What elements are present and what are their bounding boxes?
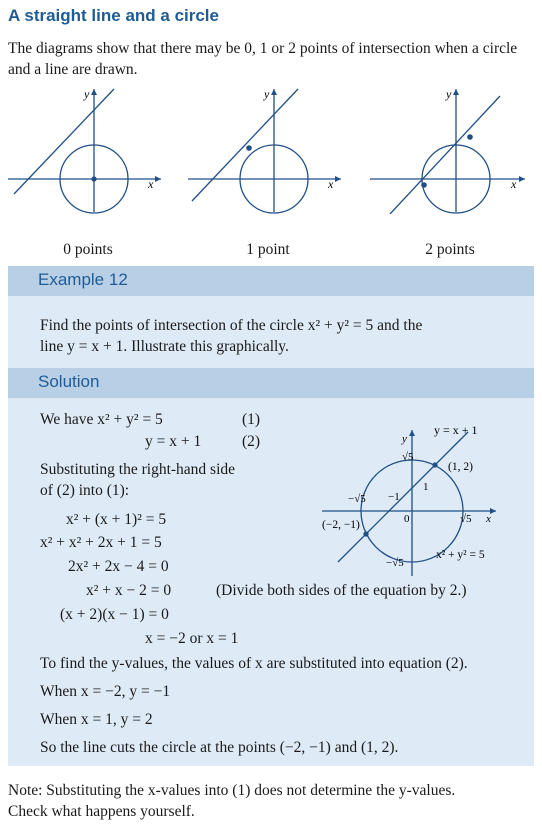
label-root5-y: √5: [402, 451, 414, 463]
when-x-neg2: When x = −2, y = −1: [40, 683, 171, 700]
diagram-one-point: [186, 84, 346, 214]
line-label: y = x + 1: [434, 423, 478, 437]
line: [14, 89, 114, 194]
example-question-line2: line y = x + 1. Illustrate this graphically.: [40, 338, 289, 355]
x-axis-arrow: [490, 508, 496, 514]
note-line1: Note: Substituting the x-values into (1) does not determine the y-values.: [8, 782, 456, 799]
y-axis-arrow: [271, 89, 277, 95]
secant-line: [390, 96, 500, 214]
divide-note: (Divide both sides of the equation by 2.): [216, 582, 467, 599]
equation-2-tag: (2): [242, 433, 261, 450]
example-question-line1: Find the points of intersection of the circle x² + y² = 5 and the: [40, 317, 423, 334]
solution-graph: [318, 418, 518, 578]
substitution-line1: Substituting the right-hand side: [40, 461, 236, 478]
when-x-1: When x = 1, y = 2: [40, 711, 153, 728]
equation-1: We have x² + y² = 5: [40, 411, 163, 428]
example-heading-bar: [8, 266, 534, 296]
x-axis-label: x: [511, 177, 517, 191]
equation-2: y = x + 1: [145, 433, 202, 450]
y-axis-arrow: [409, 430, 415, 436]
note: [8, 780, 536, 822]
point-1-2: [432, 462, 437, 467]
label-point-1-2: (1, 2): [448, 461, 473, 473]
label-root5-x: √5: [460, 513, 472, 525]
tangent-line: [192, 89, 298, 201]
section-title: A straight line and a circle: [8, 6, 219, 25]
step-5: (x + 2)(x − 1) = 0: [60, 606, 169, 623]
caption-one-point: 1 point: [246, 241, 290, 258]
step-1: x² + (x + 1)² = 5: [66, 511, 167, 528]
intro-paragraph: The diagrams show that there may be 0, 1 or 2 points of intersection when a circle and a line are drawn.: [8, 40, 518, 78]
label-point-neg2-neg1: (−2, −1): [322, 519, 360, 531]
conclusion: So the line cuts the circle at the points (−2, −1) and (1, 2).: [40, 739, 399, 756]
label-neg-root5-x: −√5: [348, 493, 366, 505]
y-axis-label: y: [264, 87, 270, 101]
diagram-two-points: [368, 84, 530, 214]
equation-1-tag: (1): [242, 411, 261, 428]
step-6: x = −2 or x = 1: [145, 630, 239, 647]
diagram-zero-points: [6, 84, 166, 214]
label-origin: 0: [404, 513, 410, 525]
label-neg-root5-y: −√5: [386, 557, 404, 569]
x-axis-arrow: [335, 176, 341, 182]
x-axis-label: x: [328, 177, 334, 191]
x-axis-arrow: [155, 176, 161, 182]
x-axis-arrow: [519, 176, 525, 182]
substitution-line2: of (2) into (1):: [40, 482, 130, 499]
step-2: x² + x² + 2x + 1 = 5: [40, 534, 162, 551]
point-neg2-neg1: [363, 531, 368, 536]
example-heading: Example 12: [38, 270, 128, 289]
y-axis-arrow: [453, 89, 459, 95]
intersection-point: [246, 145, 252, 151]
label-neg-one: −1: [388, 491, 400, 503]
intersection-point-b: [467, 134, 473, 140]
graph-x-label: x: [486, 513, 491, 525]
solution-heading: Solution: [38, 372, 100, 391]
graph-y-label: y: [402, 433, 407, 445]
caption-two-points: 2 points: [425, 241, 475, 258]
y-axis-label: y: [446, 87, 452, 101]
circle-label: x² + y² = 5: [436, 549, 485, 561]
intersection-point-a: [421, 182, 427, 188]
note-line2: Check what happens yourself.: [8, 803, 195, 820]
caption-zero-points: 0 points: [63, 241, 113, 258]
step-3: 2x² + 2x − 4 = 0: [68, 558, 169, 575]
find-y-text: To find the y-values, the values of x are substituted into equation (2).: [40, 655, 468, 672]
x-axis-label: x: [148, 177, 154, 191]
centre-point: [91, 176, 96, 181]
y-axis-label: y: [84, 87, 90, 101]
step-4: x² + x − 2 = 0: [86, 582, 172, 599]
label-one: 1: [423, 481, 429, 493]
solution-heading-bar: [8, 368, 534, 398]
y-axis-arrow: [91, 89, 97, 95]
